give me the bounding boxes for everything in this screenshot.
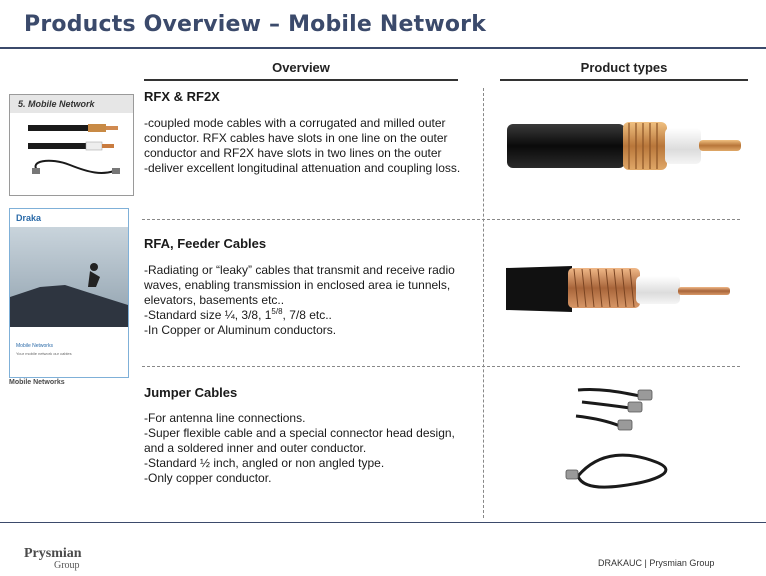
brochure-photo <box>10 227 128 327</box>
text-line: -For antenna line connections. <box>144 411 306 425</box>
section-body-rfx <box>144 116 474 176</box>
brochure-title: Mobile Networks <box>16 343 53 349</box>
section-body-jumper <box>144 411 474 486</box>
footer-company: DRAKAUC | Prysmian Group <box>598 558 715 568</box>
row-divider-2 <box>142 366 740 367</box>
section-body-rfa <box>144 263 474 338</box>
size-superscript: 5/8 <box>271 307 283 316</box>
draka-logo: Draka <box>16 213 42 223</box>
text-line: -Radiating or “leaky” cables that transmit and receive radio waves, enabling transmission in enclosed area ie tunnels, elevators, basements etc.. <box>144 263 455 307</box>
text-line: -Standard ½ inch, angled or non angled type. <box>144 456 385 470</box>
cable-samples-icon <box>10 113 133 195</box>
section-title-jumper: Jumper Cables <box>144 385 238 400</box>
size-text-end: , 7/8 etc.. <box>282 308 332 322</box>
size-text: -Standard size ¼, 3/8, 1 <box>144 308 272 322</box>
mobile-network-thumbnail <box>9 94 134 196</box>
jumper-cables-image <box>560 382 680 494</box>
prysmian-logo: Prysmian <box>24 546 82 561</box>
prysmian-logo-sub: Group <box>54 560 80 571</box>
text-line <box>144 308 474 323</box>
text-line: -Super flexible cable and a special connector head design, and a soldered inner and outer conductor. <box>144 426 455 455</box>
product-types-heading-rule <box>500 79 748 81</box>
brochure-subtitle: Your mobile network our cables <box>16 351 72 356</box>
text-line: -coupled mode cables with a corrugated and milled outer conductor. RFX cables have slots in one line on the outer conductor and RF2X have slots in two lines on the outer <box>144 116 448 160</box>
brochure-thumbnail <box>9 208 129 378</box>
overview-heading-rule <box>144 79 458 81</box>
text-line: -Only copper conductor. <box>144 471 272 485</box>
brochure-caption: Mobile Networks <box>9 379 65 386</box>
overview-heading: Overview <box>272 60 330 75</box>
text-line: -In Copper or Aluminum conductors. <box>144 323 337 337</box>
product-types-heading: Product types <box>580 60 668 75</box>
section-title-rfx: RFX & RF2X <box>144 89 220 104</box>
page-title: Products Overview – Mobile Network <box>24 12 487 37</box>
text-line: -deliver excellent longitudinal attenuation and coupling loss. <box>144 161 461 175</box>
row-divider-1 <box>142 219 740 220</box>
column-divider <box>483 88 484 518</box>
rfa-cable-image <box>502 262 742 322</box>
rfx-cable-image <box>505 116 745 176</box>
section-title-rfa: RFA, Feeder Cables <box>144 236 267 251</box>
thumbnail-label: 5. Mobile Network <box>10 95 133 113</box>
footer-rule <box>0 522 766 523</box>
title-rule <box>0 47 766 49</box>
